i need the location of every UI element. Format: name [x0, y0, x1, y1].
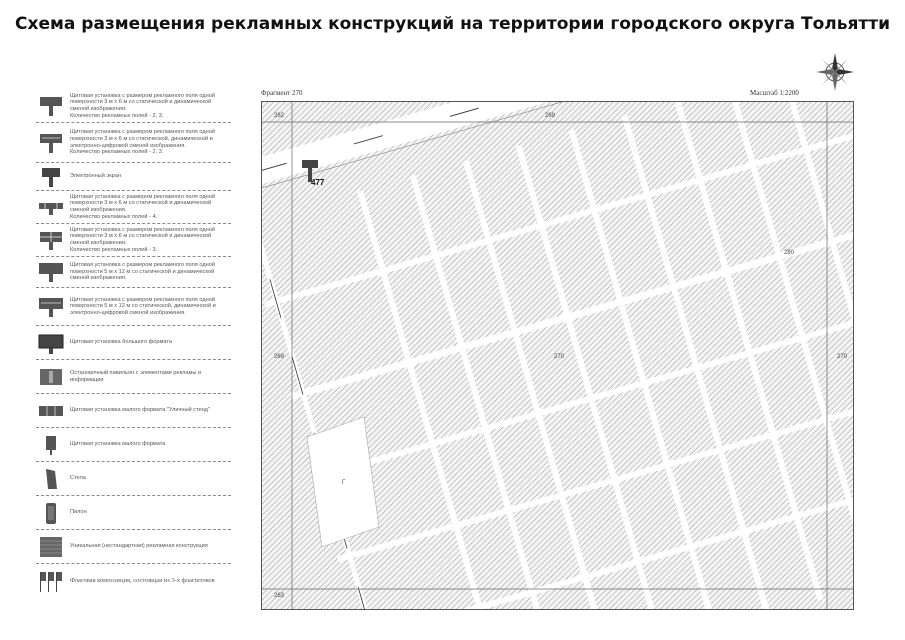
legend-item [36, 530, 231, 564]
billboard-digital-icon [38, 131, 64, 155]
scale-label: Масштаб 1:2200 [750, 89, 799, 97]
pylon-icon [38, 501, 64, 525]
sheet-label-top-left: 262 [274, 113, 285, 119]
legend-label: Щитовая установка с размером рекламного поля одной поверхности 3 м х 6 м со статической, динамической и электронно-цифровой сменой изображения. Количество рекламных полей - 2, 3. [70, 129, 215, 156]
parcel-label: Г [342, 480, 346, 486]
sheet-label-bottom-left: 263 [274, 593, 285, 599]
legend-item [36, 191, 231, 224]
sheet-label-right-middle: 270 [837, 354, 848, 360]
legend-item [36, 163, 231, 191]
legend-item [36, 462, 231, 496]
legend-label: Пилон [70, 509, 87, 516]
legend-item [36, 123, 231, 163]
stele-icon [38, 467, 64, 491]
billboard-large-icon [38, 260, 64, 284]
legend-item [36, 394, 231, 428]
billboard-big-format-icon [38, 331, 64, 355]
street-stand-icon [38, 399, 64, 423]
legend-item [36, 564, 231, 598]
sheet-label-left-middle: 269 [274, 354, 285, 360]
billboard-three-sided-icon [38, 228, 64, 252]
legend-item [36, 288, 231, 326]
billboard-large-digital-icon [38, 295, 64, 319]
legend-label: Щитовая установка с размером рекламного поля одной поверхности 5 м х 12 м со статической, динамической и электронно-цифровой сменой изображения. [70, 296, 216, 316]
compass-rose-icon [815, 52, 855, 92]
legend-label: Уникальная (нестандартная) рекламная конструкция [70, 543, 208, 550]
legend-label: Электронный экран [70, 173, 121, 180]
page-title: Схема размещения рекламных конструкций на территории городского округа Тольятти [15, 14, 890, 34]
legend-label: Щитовая установка малого формата "Уличный стенд" [70, 407, 210, 414]
sheet-label-right-upper: 280 [784, 250, 795, 256]
sheet-label-top-center: 269 [545, 113, 556, 119]
legend-item [36, 224, 231, 257]
fragment-label: Фрагмент 270 [261, 89, 303, 97]
bus-stop-pavilion-icon [38, 365, 64, 389]
billboard-four-sided-icon [38, 195, 64, 219]
legend-item [36, 360, 231, 394]
legend-item [36, 496, 231, 530]
legend-label: Щитовая установка с размером рекламного поля одной поверхности 3 м х 6 м со статической и динамической сменой изображения. Количество рекламных полей - 4. [70, 193, 215, 220]
flag-composition-icon [38, 569, 64, 593]
legend-label: Стела [70, 475, 86, 482]
legend-label: Щитовая установка большого формата [70, 339, 172, 346]
billboard-standard-icon [38, 94, 64, 118]
sheet-label-center: 270 [554, 354, 565, 360]
electronic-screen-icon [38, 165, 64, 189]
unique-structure-icon [38, 535, 64, 559]
map-canvas[interactable] [261, 101, 854, 610]
legend-label: Щитовая установка с размером рекламного поля одной поверхности 5 м х 12 м со статической и динамической сменой изображения. [70, 262, 215, 282]
legend-item [36, 326, 231, 360]
legend-label: Щитовая установка с размером рекламного поля одной поверхности 3 м х 6 м со статической и динамической сменой изображения. Количество рекламных полей - 3. [70, 226, 215, 253]
legend [36, 90, 231, 598]
legend-label: Щитовая установка малого формата [70, 441, 166, 448]
small-billboard-icon [38, 433, 64, 457]
legend-label: Остановочный павильон с элементами рекламы и информации [70, 369, 202, 383]
marker-number[interactable]: 477 [311, 178, 325, 187]
legend-label: Флаговая композиция, состоящая из 3-х флагштоков [70, 577, 215, 585]
legend-item [36, 257, 231, 288]
legend-item [36, 428, 231, 462]
legend-label: Щитовая установка с размером рекламного поля одной поверхности 3 м х 6 м со статической и динамической сменой изображения. Количество рекламных полей - 2, 3. [70, 92, 215, 119]
legend-item [36, 90, 231, 123]
